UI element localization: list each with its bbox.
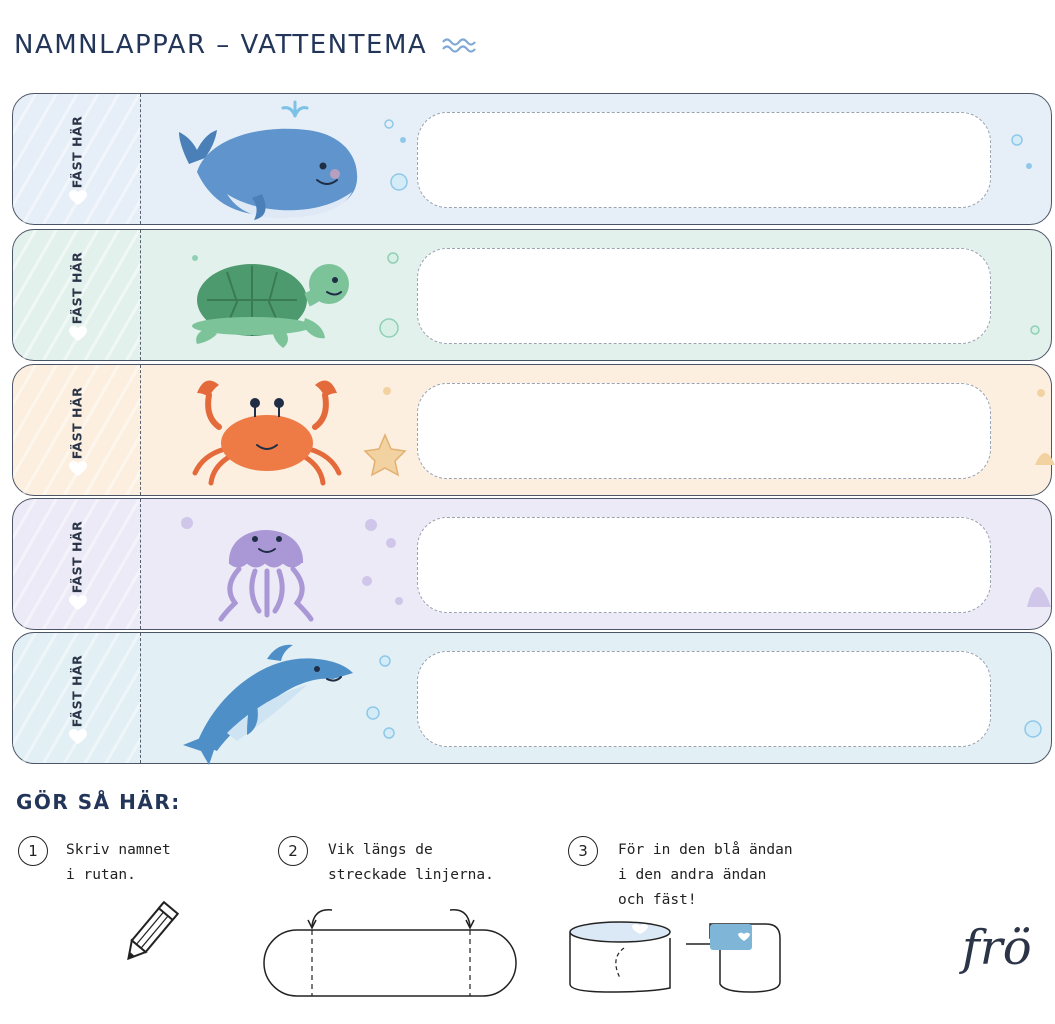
signature: frö [962,920,1032,976]
name-field[interactable] [417,383,991,479]
bracelet-diagram [566,918,792,998]
whale-icon [167,94,407,226]
fold-diagram [260,900,522,1000]
bubbles-decoration [1005,230,1055,362]
attach-tab [13,365,141,495]
attach-tab [13,94,141,224]
attach-tab-label: FÄST HÄR [69,251,85,325]
step-number: 1 [18,836,48,866]
heart-icon [69,729,87,745]
attach-tab-label: FÄST HÄR [69,520,85,594]
page-title-text: NAMNLAPPAR – VATTENTEMA [14,30,428,60]
heart-icon [69,461,87,477]
crab-icon [167,365,407,497]
shell-decoration [1005,499,1055,631]
heart-icon [69,190,87,206]
heart-icon [69,595,87,611]
attach-tab [13,499,141,629]
pencil-icon [116,898,182,970]
waves-icon [441,34,477,56]
step-text: Skriv namnet i rutan. [66,842,171,883]
page-title [14,30,477,60]
turtle-icon [167,230,407,362]
name-tag-strip-jellyfish [12,498,1052,630]
jellyfish-icon [167,499,407,631]
name-field[interactable] [417,248,991,344]
step-number: 3 [568,836,598,866]
attach-tab [13,633,141,763]
attach-tab-label: FÄST HÄR [69,386,85,460]
seashell-decoration [1005,365,1055,497]
attach-tab-label: FÄST HÄR [69,654,85,728]
heart-icon [69,326,87,342]
name-field[interactable] [417,651,991,747]
name-field[interactable] [417,517,991,613]
bubbles-decoration [1005,94,1055,226]
bubbles-decoration [1005,633,1055,765]
step-text: För in den blå ändan i den andra ändan och fäst! [618,842,793,908]
name-tag-strip-whale [12,93,1052,225]
instructions-heading: GÖR SÅ HÄR: [16,790,181,814]
step-number: 2 [278,836,308,866]
name-field[interactable] [417,112,991,208]
attach-tab-label: FÄST HÄR [69,115,85,189]
attach-tab [13,230,141,360]
step-text: Vik längs de streckade linjerna. [328,842,494,883]
name-tag-strip-crab [12,364,1052,496]
dolphin-icon [167,633,407,765]
name-tag-strip-turtle [12,229,1052,361]
name-tag-strip-dolphin [12,632,1052,764]
